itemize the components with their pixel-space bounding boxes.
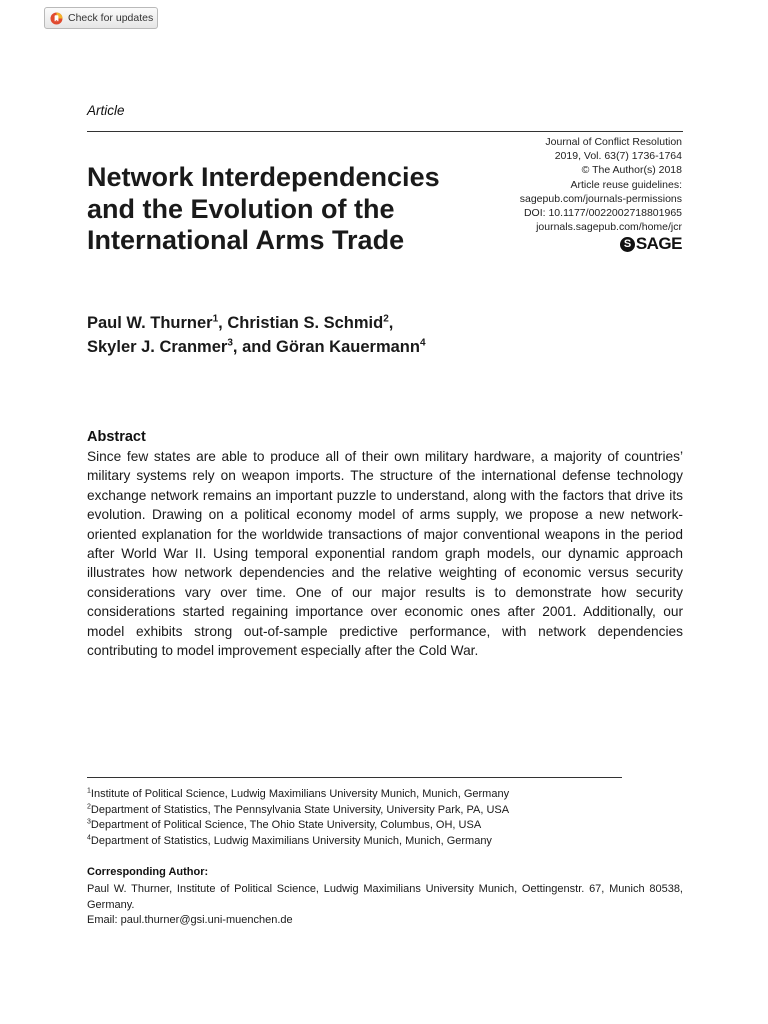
affiliation-marker: 4: [87, 833, 91, 841]
author-separator: ,: [388, 314, 394, 332]
corresponding-author-heading: Corresponding Author:: [87, 866, 209, 878]
affiliation-marker: 1: [87, 787, 91, 795]
article-type-label: Article: [87, 103, 125, 118]
affiliation-list: [87, 787, 683, 849]
author-affiliation-marker: 3: [227, 337, 233, 349]
author-separator: ,: [218, 314, 228, 332]
journal-copyright: © The Author(s) 2018: [581, 164, 682, 177]
abstract-text: Since few states are able to produce all of their own military hardware, a majority of countries’ military systems rely on weapon imports. The structure of the international defense technology exchange network remains an important puzzle to understand, along with the factors that drive its evolution. Drawing on a political economy model of arms supply, we propose a new network-oriented explanation for the worldwide transactions of major conventional weapons in the period after World War II. Using temporal exponential random graph models, our dynamic approach illustrates how network dependencies and the relative weighting of economic versus security considerations vary over time. One of our major results is to demonstrate how security considerations started regaining importance over economic ones after 2001. Additionally, our model exhibits strong out-of-sample predictive performance, with network dependencies contributing to model improvement especially after the Cold War.: [87, 449, 683, 659]
author-name: Paul W. Thurner: [87, 314, 213, 332]
check-for-updates-label: Check for updates: [68, 12, 154, 24]
author-affiliation-marker: 2: [383, 313, 389, 325]
check-for-updates-button[interactable]: [44, 7, 158, 29]
check-for-updates-icon: [50, 12, 63, 25]
sage-logo: [620, 234, 682, 254]
journal-volume: 2019, Vol. 63(7) 1736-1764: [554, 150, 682, 163]
affiliation-marker: 3: [87, 818, 91, 826]
footnote-divider: [87, 777, 622, 778]
journal-doi[interactable]: DOI: 10.1177/0022002718801965: [523, 207, 682, 220]
author-name: Göran Kauermann: [276, 338, 420, 356]
journal-home-link[interactable]: journals.sagepub.com/home/jcr: [536, 221, 682, 234]
sage-logo-text: SAGE: [635, 234, 682, 253]
corresponding-author-address: Paul W. Thurner, Institute of Political Science, Ludwig Maximilians University Munich, Oettingenstr. 67, Munich 80538, Germany.: [87, 883, 683, 911]
journal-name: Journal of Conflict Resolution: [545, 136, 682, 148]
affiliation-text: Institute of Political Science, Ludwig Maximilians University Munich, Munich, Germany: [90, 788, 510, 800]
affiliation-item: [87, 787, 683, 803]
header-divider: [87, 131, 683, 132]
affiliation-marker: 2: [87, 802, 91, 810]
author-affiliation-marker: 1: [212, 313, 219, 325]
affiliation-item: [87, 818, 683, 834]
corresponding-author-email[interactable]: Email: paul.thurner@gsi.uni-muenchen.de: [87, 914, 293, 926]
affiliation-text: Department of Statistics, Ludwig Maximilians University Munich, Munich, Germany: [90, 834, 492, 847]
author-affiliation-marker: 4: [419, 337, 426, 349]
journal-reuse-heading: Article reuse guidelines:: [570, 178, 682, 191]
affiliation-item: [87, 834, 683, 850]
affiliation-text: Department of Statistics, The Pennsylvania State University, University Park, PA, USA: [90, 803, 510, 816]
article-title: Network Interdependencies and the Evolution of the International Arms Trade: [87, 162, 440, 255]
affiliation-item: [87, 803, 683, 819]
sage-logo-icon: S: [620, 237, 635, 252]
author-separator: , and: [232, 338, 276, 356]
corresponding-author-details: [87, 882, 683, 929]
journal-permissions-link[interactable]: sagepub.com/journals-permissions: [519, 192, 682, 205]
author-name: Christian S. Schmid: [227, 314, 384, 332]
abstract-heading: Abstract: [87, 429, 146, 445]
author-list: [87, 311, 587, 359]
author-name: Skyler J. Cranmer: [87, 338, 228, 356]
affiliation-text: Department of Political Science, The Ohio State University, Columbus, OH, USA: [90, 819, 482, 831]
